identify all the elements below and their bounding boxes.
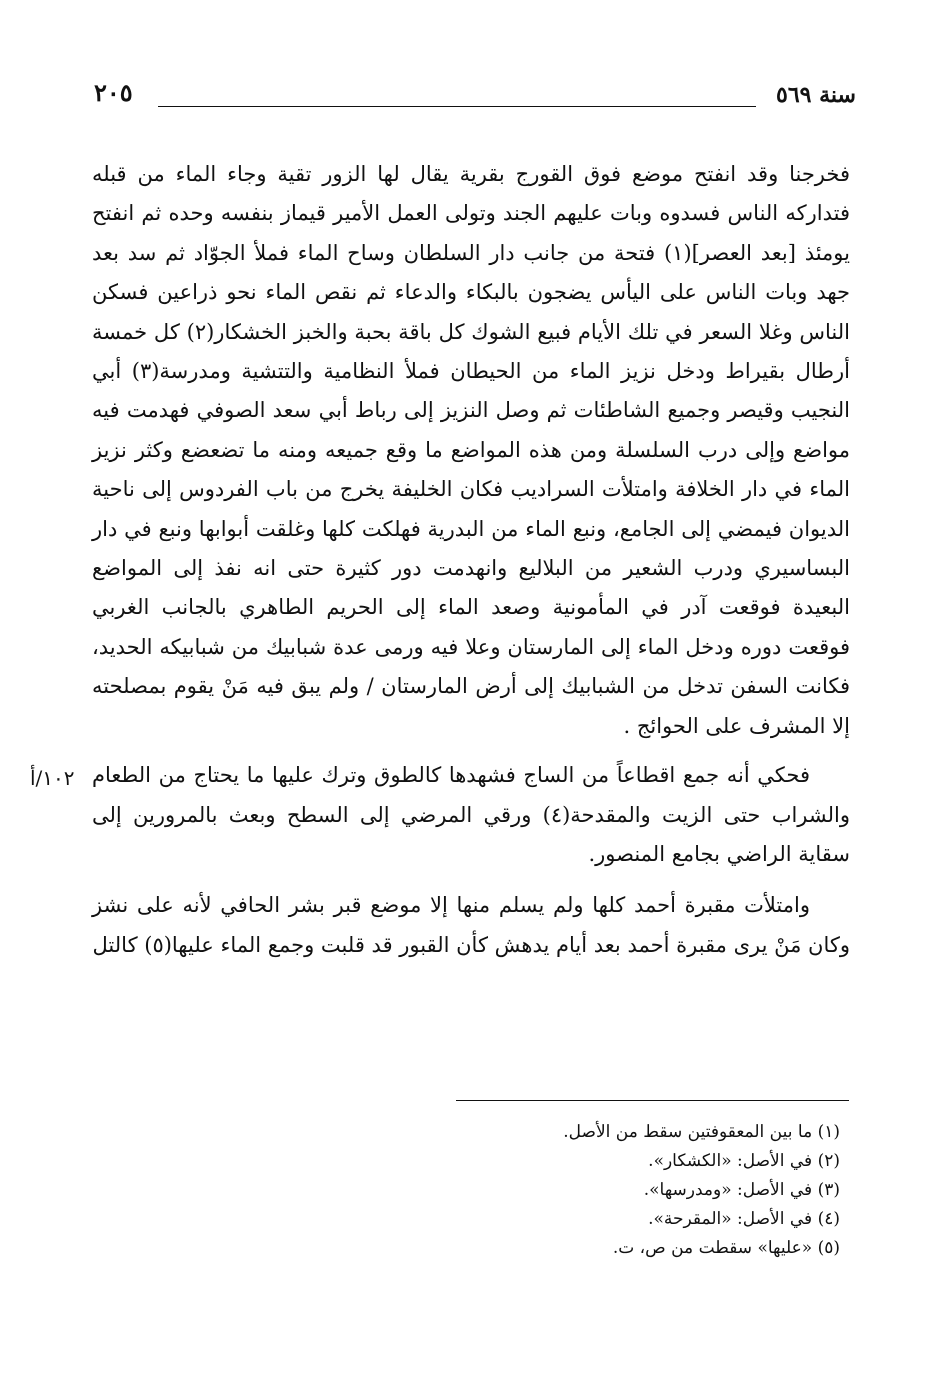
header-year: سنة ٥٦٩ (776, 82, 856, 108)
paragraph-1: فخرجنا وقد انفتح موضع فوق القورج بقرية يقال لها الزور تقية وجاء الماء من قبله فتداركه الناس فسدوه وبات عليهم الجند وتولى العمل الأمير قيماز بنفسه وحده ثم انفتح يومئذ [بعد العصر](١) فتحة من جانب دار السلطان وساح الماء فملأ الجوّاد ثم سد بعد جهد وبات الناس على اليأس يضجون بالبكاء والدعاء ثم نقص الماء نحو ذراعين فسكن الناس وغلا السعر في تلك الأيام فبيع الشوك كل باقة بحبة والخبز الخشكار(٢) كل خمسة أرطال بقيراط ودخل نزيز الماء من الحيطان فملأ النظامية والتتشية ومدرسة(٣) أبي النجيب وقيصر وجميع الشاطئات ثم وصل النزيز إلى رباط أبي سعد الصوفي فهدمت فيه مواضع وإلى درب السلسلة ومن هذه المواضع ما وقع جميعه ومنه ما تضعضع وكثر نزيز الماء في دار الخلافة وامتلأت السراديب فكان الخليفة يخرج من باب الفردوس إلى ناحية الديوان فيمضي إلى الجامع، ونبع الماء من البدرية فهلكت كلها وغلقت أبوابها ونبع في دار البساسيري ودرب الشعير من البلاليع وانهدمت دور كثيرة حتى انه نفذ إلى المواضع البعيدة فوقعت آدر في المأمونية وصعد الماء إلى الحريم الطاهري بالجانب الغربي فوقعت دوره ودخل الماء إلى المارستان وعلا فيه ورمى عدة شبابيك من شبابيكه الحديد، فكانت السفن تدخل من الشبابيك إلى أرض المارستان / ولم يبق فيه مَنْ يقوم بمصلحته إلا المشرف على الحوائج . (92, 162, 850, 738)
footnote-3: (٣) في الأصل: «ومدرسها». (643, 1180, 840, 1200)
footnote-1: (١) ما بين المعقوفتين سقط من الأصل. (563, 1122, 840, 1142)
footnote-2: (٢) في الأصل: «الكشكار». (648, 1151, 840, 1171)
main-text (92, 155, 850, 965)
header-rule (158, 106, 756, 107)
paragraph-3: وامتلأت مقبرة أحمد كلها ولم يسلم منها إلا موضع قبر بشر الحافي لأنه على نشز وكان مَنْ يرى مقبرة أحمد بعد أيام يدهش كأن القبور قد قلبت وجمع الماء عليها(٥) كالتل (92, 893, 850, 957)
page-number: ٢٠٥ (94, 78, 133, 107)
paragraph-2: فحكي أنه جمع اقطاعاً من الساج فشهدها كالطوق وترك عليها ما يحتاج من الطعام والشراب حتى الزيت والمقدحة(٤) ورقي المرضي إلى السطح وبعث بالمرورين إلى سقاية الراضي بجامع المنصور. (92, 763, 850, 866)
manuscript-folio-note: ١٠٢/أ (30, 766, 75, 790)
footnotes (420, 1118, 840, 1263)
footnote-separator (456, 1100, 849, 1101)
running-header (94, 78, 856, 122)
footnote-4: (٤) في الأصل: «المقرحة». (648, 1209, 840, 1229)
footnote-5: (٥) «عليها» سقطت من ص، ت. (612, 1238, 840, 1258)
